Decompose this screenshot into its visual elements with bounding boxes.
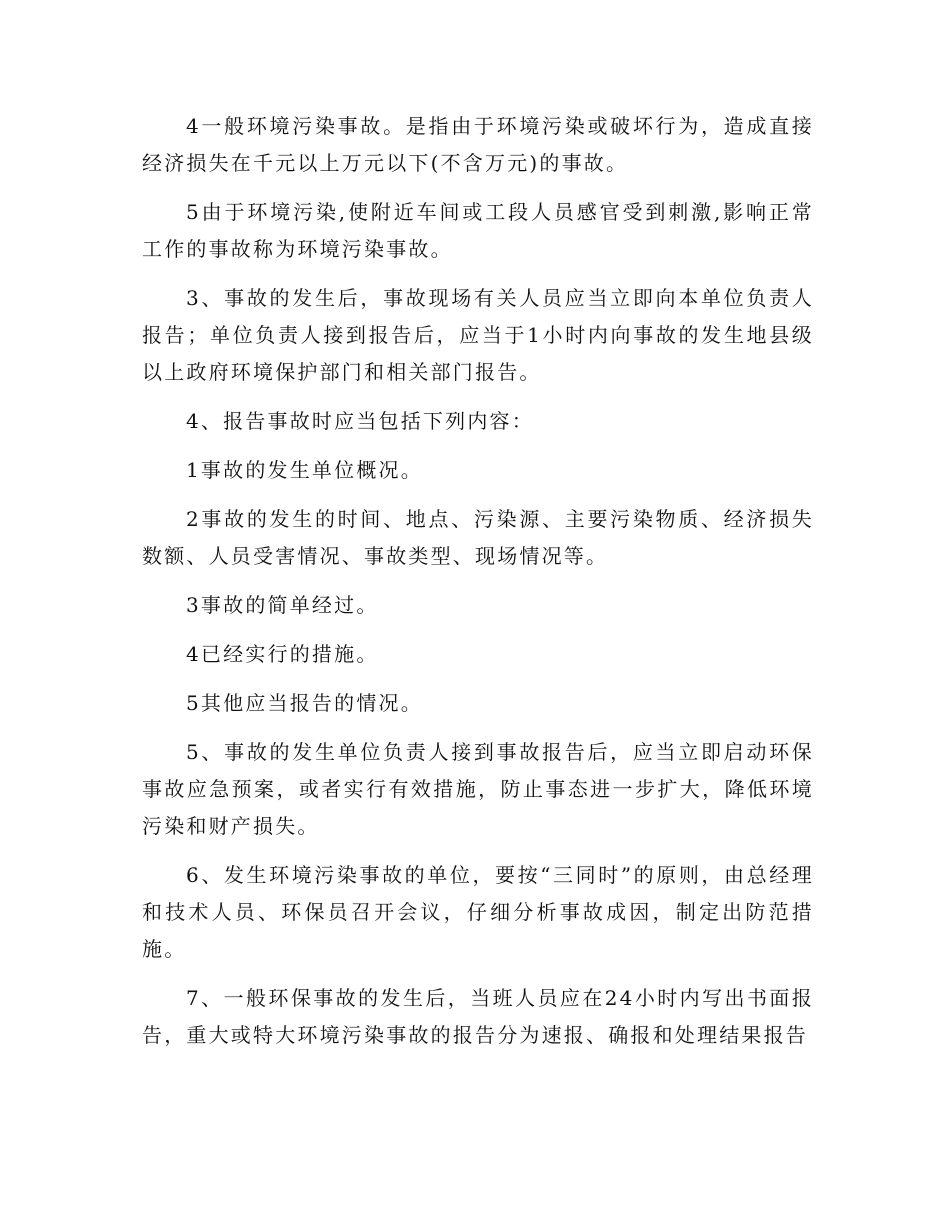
document-body	[142, 108, 814, 1066]
list-item-time-location-details: 2事故的发生的时间、地点、污染源、主要污染物质、经济损失数额、人员受害情况、事故类型、现场情况等。	[142, 507, 814, 568]
list-item-other-situations: 5其他应当报告的情况。	[186, 691, 423, 715]
paragraph-sensory-irritation-accident: 5由于环境污染,使附近车间或工段人员感官受到刺激,影响正常工作的事故称为环境污染事故。	[142, 200, 814, 261]
paragraph-report-contents-heading: 4、报告事故时应当包括下列内容：	[186, 409, 534, 433]
list-item-brief-process: 3事故的简单经过。	[186, 593, 379, 617]
paragraph-cause-analysis: 6、发生环境污染事故的单位，要按“三同时”的原则，由总经理和技术人员、环保员召开会议，仔细分析事故成因，制定出防范措施。	[142, 863, 814, 961]
list-item-measures-taken: 4已经实行的措施。	[186, 642, 379, 666]
list-item-unit-overview: 1事故的发生单位概况。	[186, 458, 423, 482]
paragraph-written-report: 7、一般环保事故的发生后，当班人员应在24小时内写出书面报告，重大或特大环境污染事故的报告分为速报、确报和处理结果报告	[142, 986, 814, 1047]
paragraph-report-procedure: 3、事故的发生后，事故现场有关人员应当立即向本单位负责人报告；单位负责人接到报告后，应当于1小时内向事故的发生地县级以上政府环境保护部门和相关部门报告。	[142, 286, 814, 384]
paragraph-emergency-plan: 5、事故的发生单位负责人接到事故报告后，应当立即启动环保事故应急预案，或者实行有效措施，防止事态进一步扩大，降低环境污染和财产损失。	[142, 740, 814, 838]
paragraph-general-pollution-accident: 4一般环境污染事故。是指由于环境污染或破坏行为，造成直接经济损失在千元以上万元以下(不含万元)的事故。	[142, 114, 814, 175]
